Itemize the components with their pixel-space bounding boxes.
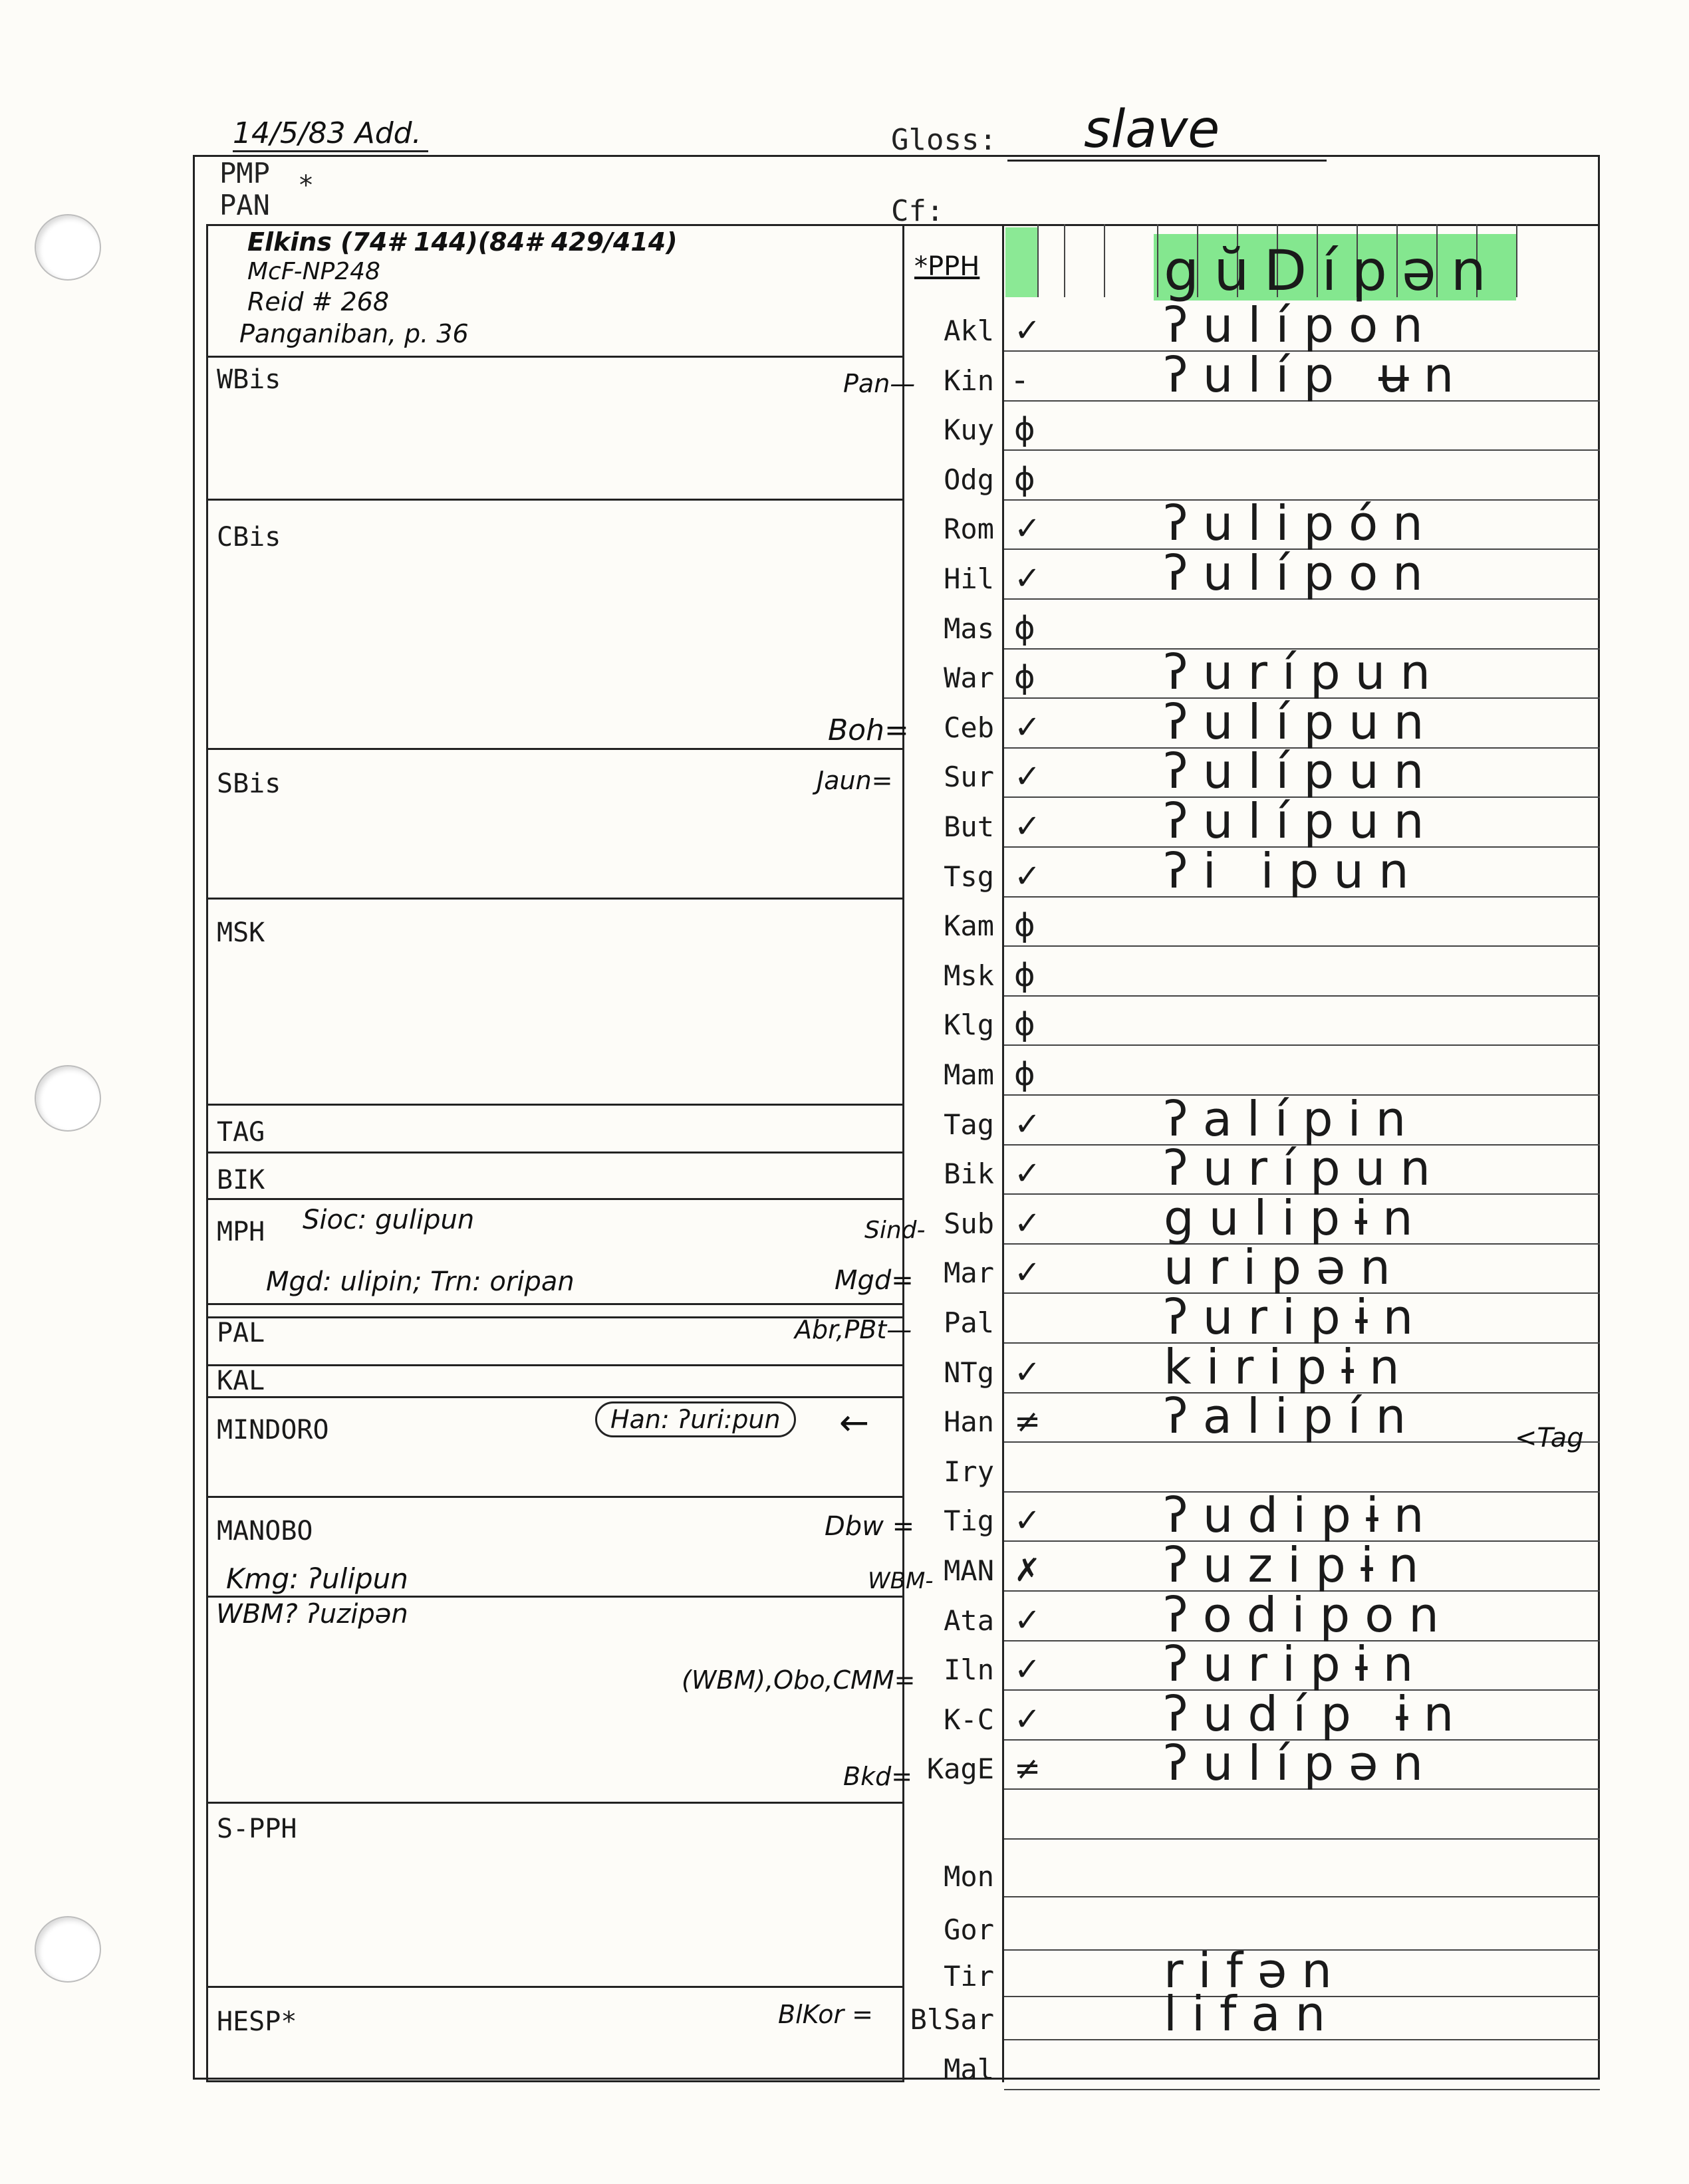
reflex-form: uripən	[1164, 1239, 1405, 1296]
language-label: Pal	[944, 1306, 994, 1339]
reflex-form: ʔurípun	[1164, 644, 1445, 701]
language-label: Kuy	[944, 414, 994, 447]
section-bik: BIK	[217, 1165, 265, 1195]
grid-tick	[1104, 224, 1105, 297]
reflex-mark: ✓	[1014, 1105, 1041, 1143]
section-msk: MSK	[217, 917, 265, 948]
pph-form: gŭDípən	[1164, 238, 1501, 303]
reflex-form: kiripɨn	[1164, 1338, 1414, 1395]
reflex-form: gulipɨn	[1164, 1189, 1428, 1246]
reflex-mark: ✓	[1014, 1700, 1041, 1738]
reflex-mark: ✓	[1014, 1601, 1041, 1639]
reflex-mark: ϕ	[1014, 460, 1035, 498]
annotation-mgd-mar: Mgd=	[835, 1265, 914, 1296]
reflex-form: ʔalipín	[1164, 1388, 1421, 1445]
reflex-mark: ✓	[1014, 1651, 1041, 1689]
section-wbis: WBis	[217, 364, 281, 395]
reflex-mark: ✓	[1014, 1204, 1041, 1242]
reflex-mark: ϕ	[1014, 411, 1035, 449]
language-label: Sub	[944, 1207, 994, 1240]
reflex-form: lifan	[1164, 1986, 1341, 2042]
grid-tick	[1157, 224, 1158, 297]
section-line-bik	[206, 1152, 904, 1153]
asterisk-mark: *	[298, 170, 315, 201]
pph-highlight-box	[1005, 227, 1037, 297]
section-tag: TAG	[217, 1117, 265, 1148]
reflex-mark: ✓	[1014, 560, 1041, 597]
section-kal: KAL	[217, 1366, 265, 1396]
section-line-manobo	[206, 1496, 904, 1498]
section-line-mindoro	[206, 1396, 904, 1398]
language-label: Odg	[944, 463, 994, 496]
language-label: Tag	[944, 1108, 994, 1141]
reflex-form: ʔudipɨn	[1164, 1487, 1439, 1544]
language-label: Mal	[944, 2053, 994, 2086]
language-label: Iln	[944, 1653, 994, 1687]
reflex-mark: ϕ	[1014, 907, 1035, 945]
manobo-note-wbm: WBM? ʔuzipən	[216, 1599, 408, 1630]
reflex-form: ʔulípun	[1164, 693, 1439, 750]
section-spph: S-PPH	[217, 1814, 297, 1844]
reflex-form: ʔulípun	[1164, 743, 1439, 800]
reflex-form: ʔudíp ɨn	[1164, 1685, 1469, 1742]
reflex-form: rifən	[1164, 1943, 1347, 1999]
language-label: Ceb	[944, 711, 994, 744]
annotation-abr-pal: Abr,PBt—	[795, 1315, 912, 1344]
language-label: KagE	[926, 1753, 994, 1786]
reflex-form: ʔodipon	[1164, 1586, 1454, 1643]
annotation-han-arrow: ←	[839, 1401, 870, 1443]
language-label: Ata	[944, 1604, 994, 1637]
reflex-form: ʔi ipun	[1164, 842, 1424, 899]
language-label: Mam	[944, 1058, 994, 1091]
row-line	[1004, 995, 1600, 997]
language-label: Tig	[944, 1505, 994, 1538]
reflex-form: ʔulíp ʉn	[1164, 346, 1469, 403]
reflex-form: ʔulipón	[1164, 495, 1438, 552]
language-label: Gor	[944, 1913, 994, 1946]
language-label: Msk	[944, 959, 994, 992]
annotation-boh-ceb: Boh=	[828, 713, 909, 747]
mindoro-note-han: Han: ʔuri:pun	[595, 1401, 796, 1437]
binder-hole-top	[35, 214, 101, 281]
mph-note-sioc: Sioc: gulipun	[303, 1205, 475, 1235]
language-label: Hil	[944, 562, 994, 595]
language-label: Iry	[944, 1455, 994, 1488]
language-label: Tir	[944, 1960, 994, 1993]
grid-tick	[1064, 224, 1065, 297]
row-line	[1004, 945, 1600, 947]
language-label: Han	[944, 1405, 994, 1439]
reflex-mark: ✓	[1014, 758, 1041, 796]
pmp-label: PMP	[219, 157, 270, 189]
reflex-mark: ≠	[1014, 1403, 1041, 1441]
mph-note-mgd: Mgd: ulipin; Trn: oripan	[266, 1267, 575, 1297]
reflex-form: ʔalípin	[1164, 1090, 1421, 1147]
section-line-spph	[206, 1802, 904, 1804]
reflex-form: ʔulípon	[1164, 297, 1438, 353]
row-line	[1004, 1044, 1600, 1046]
binder-hole-bottom	[35, 1916, 101, 1983]
gloss-value: slave	[1084, 100, 1220, 160]
language-label: NTg	[944, 1356, 994, 1389]
section-line-msk	[206, 898, 904, 900]
language-label: MAN	[944, 1554, 994, 1587]
language-label: Mar	[944, 1257, 994, 1290]
annotation-iln-note: (WBM),Obo,CMM=	[682, 1665, 916, 1695]
language-label: BlSar	[910, 2003, 994, 2036]
reflex-mark: ≠	[1014, 1750, 1041, 1788]
grid-tick	[1516, 224, 1517, 297]
section-mindoro: MINDORO	[217, 1415, 329, 1445]
reference-elkins: Elkins (74# 144)(84# 429/414)	[247, 227, 678, 257]
reflex-mark: ✓	[1014, 1155, 1041, 1193]
binder-hole-middle	[35, 1065, 101, 1132]
row-line	[1004, 1838, 1600, 1840]
reference-reid: Reid # 268	[247, 287, 389, 316]
section-line-wbis	[206, 356, 904, 358]
reflex-mark: ✓	[1014, 708, 1041, 746]
annotation-jaun-sur: Jaun=	[817, 766, 893, 795]
reflex-mark: ✓	[1014, 510, 1041, 548]
language-label: Akl	[944, 314, 994, 347]
reference-mcf: McF-NP248	[247, 258, 380, 285]
reflex-form: ʔuzipɨn	[1164, 1537, 1434, 1593]
grid-tick	[1037, 224, 1039, 297]
reflex-form: ʔulípon	[1164, 545, 1438, 601]
language-column	[902, 224, 1004, 2082]
section-sbis: SBis	[217, 769, 281, 799]
language-label: Tsg	[944, 860, 994, 893]
reflex-mark: ϕ	[1014, 1056, 1035, 1093]
section-line-kal	[206, 1364, 904, 1366]
reflex-mark: ✓	[1014, 1254, 1041, 1292]
annotation-wbm-man: WBM-	[868, 1568, 934, 1594]
pph-label: *PPH	[914, 251, 980, 282]
reflex-form: ʔulípən	[1164, 1735, 1438, 1792]
reflex-form: ʔulípun	[1164, 793, 1439, 849]
language-label: Klg	[944, 1009, 994, 1042]
language-label: Rom	[944, 513, 994, 546]
section-line-cbis	[206, 499, 904, 501]
annotation-dbw-tig: Dbw =	[825, 1511, 915, 1542]
language-label: Mon	[944, 1860, 994, 1893]
section-line-mph-sub	[206, 1303, 904, 1305]
reflex-mark: ✓	[1014, 1502, 1041, 1540]
annotation-blkor: BlKor =	[778, 2000, 873, 2029]
section-line-tag	[206, 1104, 904, 1106]
gloss-label: Gloss:	[891, 123, 997, 157]
section-line-hesp	[206, 1986, 904, 1988]
annotation-sind-sub: Sind-	[864, 1217, 926, 1244]
pan-label: PAN	[219, 189, 270, 221]
language-label: K-C	[944, 1703, 994, 1736]
reflex-mark: ✗	[1014, 1552, 1041, 1589]
section-hesp: HESP*	[217, 2006, 297, 2037]
reflex-form: ʔuripɨn	[1164, 1636, 1428, 1693]
date-note: 14/5/83 Add.	[233, 116, 428, 152]
reflex-mark: ✓	[1014, 1353, 1041, 1391]
annotation-bkd-kag: Bkd=	[843, 1762, 913, 1791]
cf-label: Cf:	[891, 194, 944, 228]
section-line-manobo-sub	[206, 1596, 904, 1598]
reflex-form: ʔurípun	[1164, 1140, 1445, 1197]
language-label: But	[944, 810, 994, 843]
language-label: Kam	[944, 910, 994, 943]
manobo-note-kmg: Kmg: ʔulipun	[226, 1562, 408, 1595]
reflex-mark: ✓	[1014, 857, 1041, 895]
language-label: Mas	[944, 612, 994, 645]
annotation-han-tag: <Tag	[1515, 1423, 1584, 1453]
row-line	[1004, 2089, 1600, 2090]
top-border-left	[206, 224, 1600, 226]
reflex-mark: ϕ	[1014, 609, 1035, 647]
reflex-mark: ✓	[1014, 808, 1041, 845]
section-mph: MPH	[217, 1217, 265, 1247]
section-line-sbis	[206, 748, 904, 750]
section-manobo: MANOBO	[217, 1516, 313, 1546]
reflex-mark: ϕ	[1014, 1006, 1035, 1044]
reflex-mark: ϕ	[1014, 659, 1035, 697]
language-label: Kin	[944, 364, 994, 397]
reflex-form: ʔuripɨn	[1164, 1289, 1428, 1345]
section-pal: PAL	[217, 1318, 265, 1348]
section-line-mph	[206, 1198, 904, 1200]
reference-panganiban: Panganiban, p. 36	[239, 319, 469, 348]
row-line	[1004, 1896, 1600, 1897]
reflex-mark: -	[1014, 361, 1026, 399]
section-cbis: CBis	[217, 522, 281, 552]
row-line	[1004, 449, 1600, 451]
language-label: Bik	[944, 1157, 994, 1191]
annotation-pan-kin: Pan—	[843, 369, 916, 398]
language-label: Sur	[944, 761, 994, 794]
reflex-mark: ϕ	[1014, 956, 1035, 994]
reflex-mark: ✓	[1014, 312, 1041, 349]
language-label: War	[944, 662, 994, 695]
